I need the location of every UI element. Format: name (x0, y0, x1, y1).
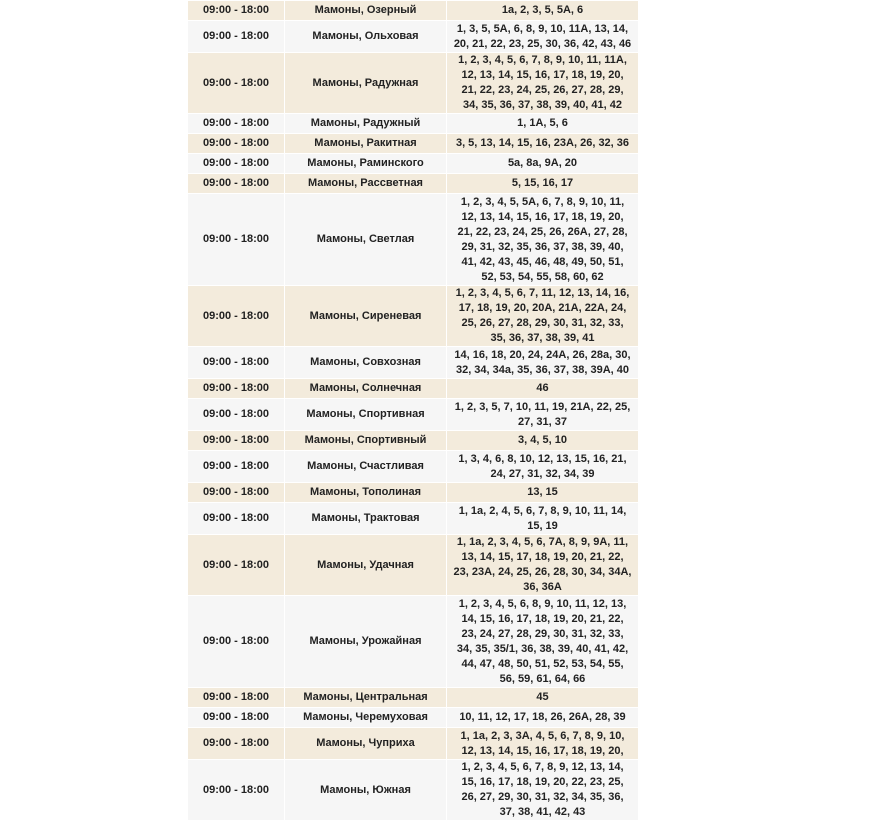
table-row (188, 399, 639, 431)
table-row (188, 174, 639, 194)
table-row (188, 503, 639, 535)
outage-table-body (188, 1, 639, 821)
time-cell: 09:00 - 18:00 (188, 728, 285, 760)
table-row (188, 431, 639, 451)
table-row (188, 21, 639, 53)
houses-cell: 1, 2, 3, 4, 5, 6, 7, 8, 9, 10, 11, 11А, 12, 13, 14, 15, 16, 17, 18, 19, 20, 21, 22, 23, 24, 25, 26, 27, 28, 29, 34, 35, 36, 37, 38, 39, 40, 41, 42 (447, 53, 639, 114)
street-cell: Мамоны, Ольховая (285, 21, 447, 53)
time-cell: 09:00 - 18:00 (188, 134, 285, 154)
houses-cell: 1, 1а, 2, 3, 3А, 4, 5, 6, 7, 8, 9, 10, 12, 13, 14, 15, 16, 17, 18, 19, 20, (447, 728, 639, 760)
time-cell: 09:00 - 18:00 (188, 688, 285, 708)
time-cell: 09:00 - 18:00 (188, 760, 285, 821)
table-row (188, 535, 639, 596)
street-cell: Мамоны, Раминского (285, 154, 447, 174)
street-cell: Мамоны, Центральная (285, 688, 447, 708)
table-row (188, 154, 639, 174)
table-row (188, 194, 639, 286)
street-cell: Мамоны, Счастливая (285, 451, 447, 483)
table-row (188, 379, 639, 399)
outage-schedule (187, 0, 638, 821)
houses-cell: 1, 3, 5, 5А, 6, 8, 9, 10, 11А, 13, 14, 20, 21, 22, 23, 25, 30, 36, 42, 43, 46 (447, 21, 639, 53)
houses-cell: 3, 5, 13, 14, 15, 16, 23А, 26, 32, 36 (447, 134, 639, 154)
time-cell: 09:00 - 18:00 (188, 708, 285, 728)
time-cell: 09:00 - 18:00 (188, 379, 285, 399)
houses-cell: 13, 15 (447, 483, 639, 503)
street-cell: Мамоны, Чуприха (285, 728, 447, 760)
street-cell: Мамоны, Солнечная (285, 379, 447, 399)
houses-cell: 1а, 2, 3, 5, 5А, 6 (447, 1, 639, 21)
street-cell: Мамоны, Спортивная (285, 399, 447, 431)
street-cell: Мамоны, Урожайная (285, 596, 447, 688)
table-row (188, 134, 639, 154)
table-row (188, 114, 639, 134)
time-cell: 09:00 - 18:00 (188, 154, 285, 174)
time-cell: 09:00 - 18:00 (188, 596, 285, 688)
houses-cell: 10, 11, 12, 17, 18, 26, 26А, 28, 39 (447, 708, 639, 728)
street-cell: Мамоны, Спортивный (285, 431, 447, 451)
street-cell: Мамоны, Рассветная (285, 174, 447, 194)
houses-cell: 14, 16, 18, 20, 24, 24А, 26, 28а, 30, 32, 34, 34а, 35, 36, 37, 38, 39А, 40 (447, 347, 639, 379)
time-cell: 09:00 - 18:00 (188, 1, 285, 21)
table-row (188, 286, 639, 347)
table-row (188, 708, 639, 728)
table-row (188, 347, 639, 379)
street-cell: Мамоны, Трактовая (285, 503, 447, 535)
street-cell: Мамоны, Радужная (285, 53, 447, 114)
houses-cell: 1, 2, 3, 4, 5, 6, 7, 11, 12, 13, 14, 16, 17, 18, 19, 20, 20А, 21А, 22А, 24, 25, 26, 27, 28, 29, 30, 31, 32, 33, 35, 36, 37, 38, 39, 41 (447, 286, 639, 347)
houses-cell: 1, 3, 4, 6, 8, 10, 12, 13, 15, 16, 21, 24, 27, 31, 32, 34, 39 (447, 451, 639, 483)
houses-cell: 46 (447, 379, 639, 399)
street-cell: Мамоны, Совхозная (285, 347, 447, 379)
time-cell: 09:00 - 18:00 (188, 503, 285, 535)
houses-cell: 1, 2, 3, 5, 7, 10, 11, 19, 21А, 22, 25, 27, 31, 37 (447, 399, 639, 431)
time-cell: 09:00 - 18:00 (188, 431, 285, 451)
street-cell: Мамоны, Южная (285, 760, 447, 821)
time-cell: 09:00 - 18:00 (188, 535, 285, 596)
houses-cell: 1, 1а, 2, 4, 5, 6, 7, 8, 9, 10, 11, 14, 15, 19 (447, 503, 639, 535)
table-row (188, 728, 639, 760)
houses-cell: 1, 1А, 5, 6 (447, 114, 639, 134)
table-row (188, 688, 639, 708)
street-cell: Мамоны, Сиреневая (285, 286, 447, 347)
houses-cell: 1, 1а, 2, 3, 4, 5, 6, 7А, 8, 9, 9А, 11, 13, 14, 15, 17, 18, 19, 20, 21, 22, 23, 23А, 24, 25, 26, 28, 30, 34, 34А, 36, 36А (447, 535, 639, 596)
table-row (188, 483, 639, 503)
time-cell: 09:00 - 18:00 (188, 451, 285, 483)
time-cell: 09:00 - 18:00 (188, 53, 285, 114)
street-cell: Мамоны, Ракитная (285, 134, 447, 154)
street-cell: Мамоны, Удачная (285, 535, 447, 596)
time-cell: 09:00 - 18:00 (188, 21, 285, 53)
time-cell: 09:00 - 18:00 (188, 286, 285, 347)
houses-cell: 1, 2, 3, 4, 5, 6, 7, 8, 9, 12, 13, 14, 15, 16, 17, 18, 19, 20, 22, 23, 25, 26, 27, 29, 30, 31, 32, 34, 35, 36, 37, 38, 41, 42, 43 (447, 760, 639, 821)
time-cell: 09:00 - 18:00 (188, 174, 285, 194)
table-row (188, 53, 639, 114)
time-cell: 09:00 - 18:00 (188, 347, 285, 379)
street-cell: Мамоны, Светлая (285, 194, 447, 286)
table-row (188, 1, 639, 21)
street-cell: Мамоны, Озерный (285, 1, 447, 21)
time-cell: 09:00 - 18:00 (188, 483, 285, 503)
table-row (188, 760, 639, 821)
street-cell: Мамоны, Черемуховая (285, 708, 447, 728)
street-cell: Мамоны, Тополиная (285, 483, 447, 503)
houses-cell: 1, 2, 3, 4, 5, 5А, 6, 7, 8, 9, 10, 11, 12, 13, 14, 15, 16, 17, 18, 19, 20, 21, 22, 23, 24, 25, 26, 26А, 27, 28, 29, 31, 32, 35, 36, 37, 38, 39, 40, 41, 42, 43, 45, 46, 48, 49, 50, 51, 52, 53, 54, 55, 58, 60, 62 (447, 194, 639, 286)
table-row (188, 451, 639, 483)
outage-table (187, 0, 639, 821)
houses-cell: 1, 2, 3, 4, 5, 6, 8, 9, 10, 11, 12, 13, 14, 15, 16, 17, 18, 19, 20, 21, 22, 23, 24, 27, 28, 29, 30, 31, 32, 33, 34, 35, 35/1, 36, 38, 39, 40, 41, 42, 44, 47, 48, 50, 51, 52, 53, 54, 55, 56, 59, 61, 64, 66 (447, 596, 639, 688)
houses-cell: 45 (447, 688, 639, 708)
street-cell: Мамоны, Радужный (285, 114, 447, 134)
houses-cell: 3, 4, 5, 10 (447, 431, 639, 451)
time-cell: 09:00 - 18:00 (188, 399, 285, 431)
houses-cell: 5, 15, 16, 17 (447, 174, 639, 194)
table-row (188, 596, 639, 688)
houses-cell: 5а, 8а, 9А, 20 (447, 154, 639, 174)
time-cell: 09:00 - 18:00 (188, 194, 285, 286)
time-cell: 09:00 - 18:00 (188, 114, 285, 134)
